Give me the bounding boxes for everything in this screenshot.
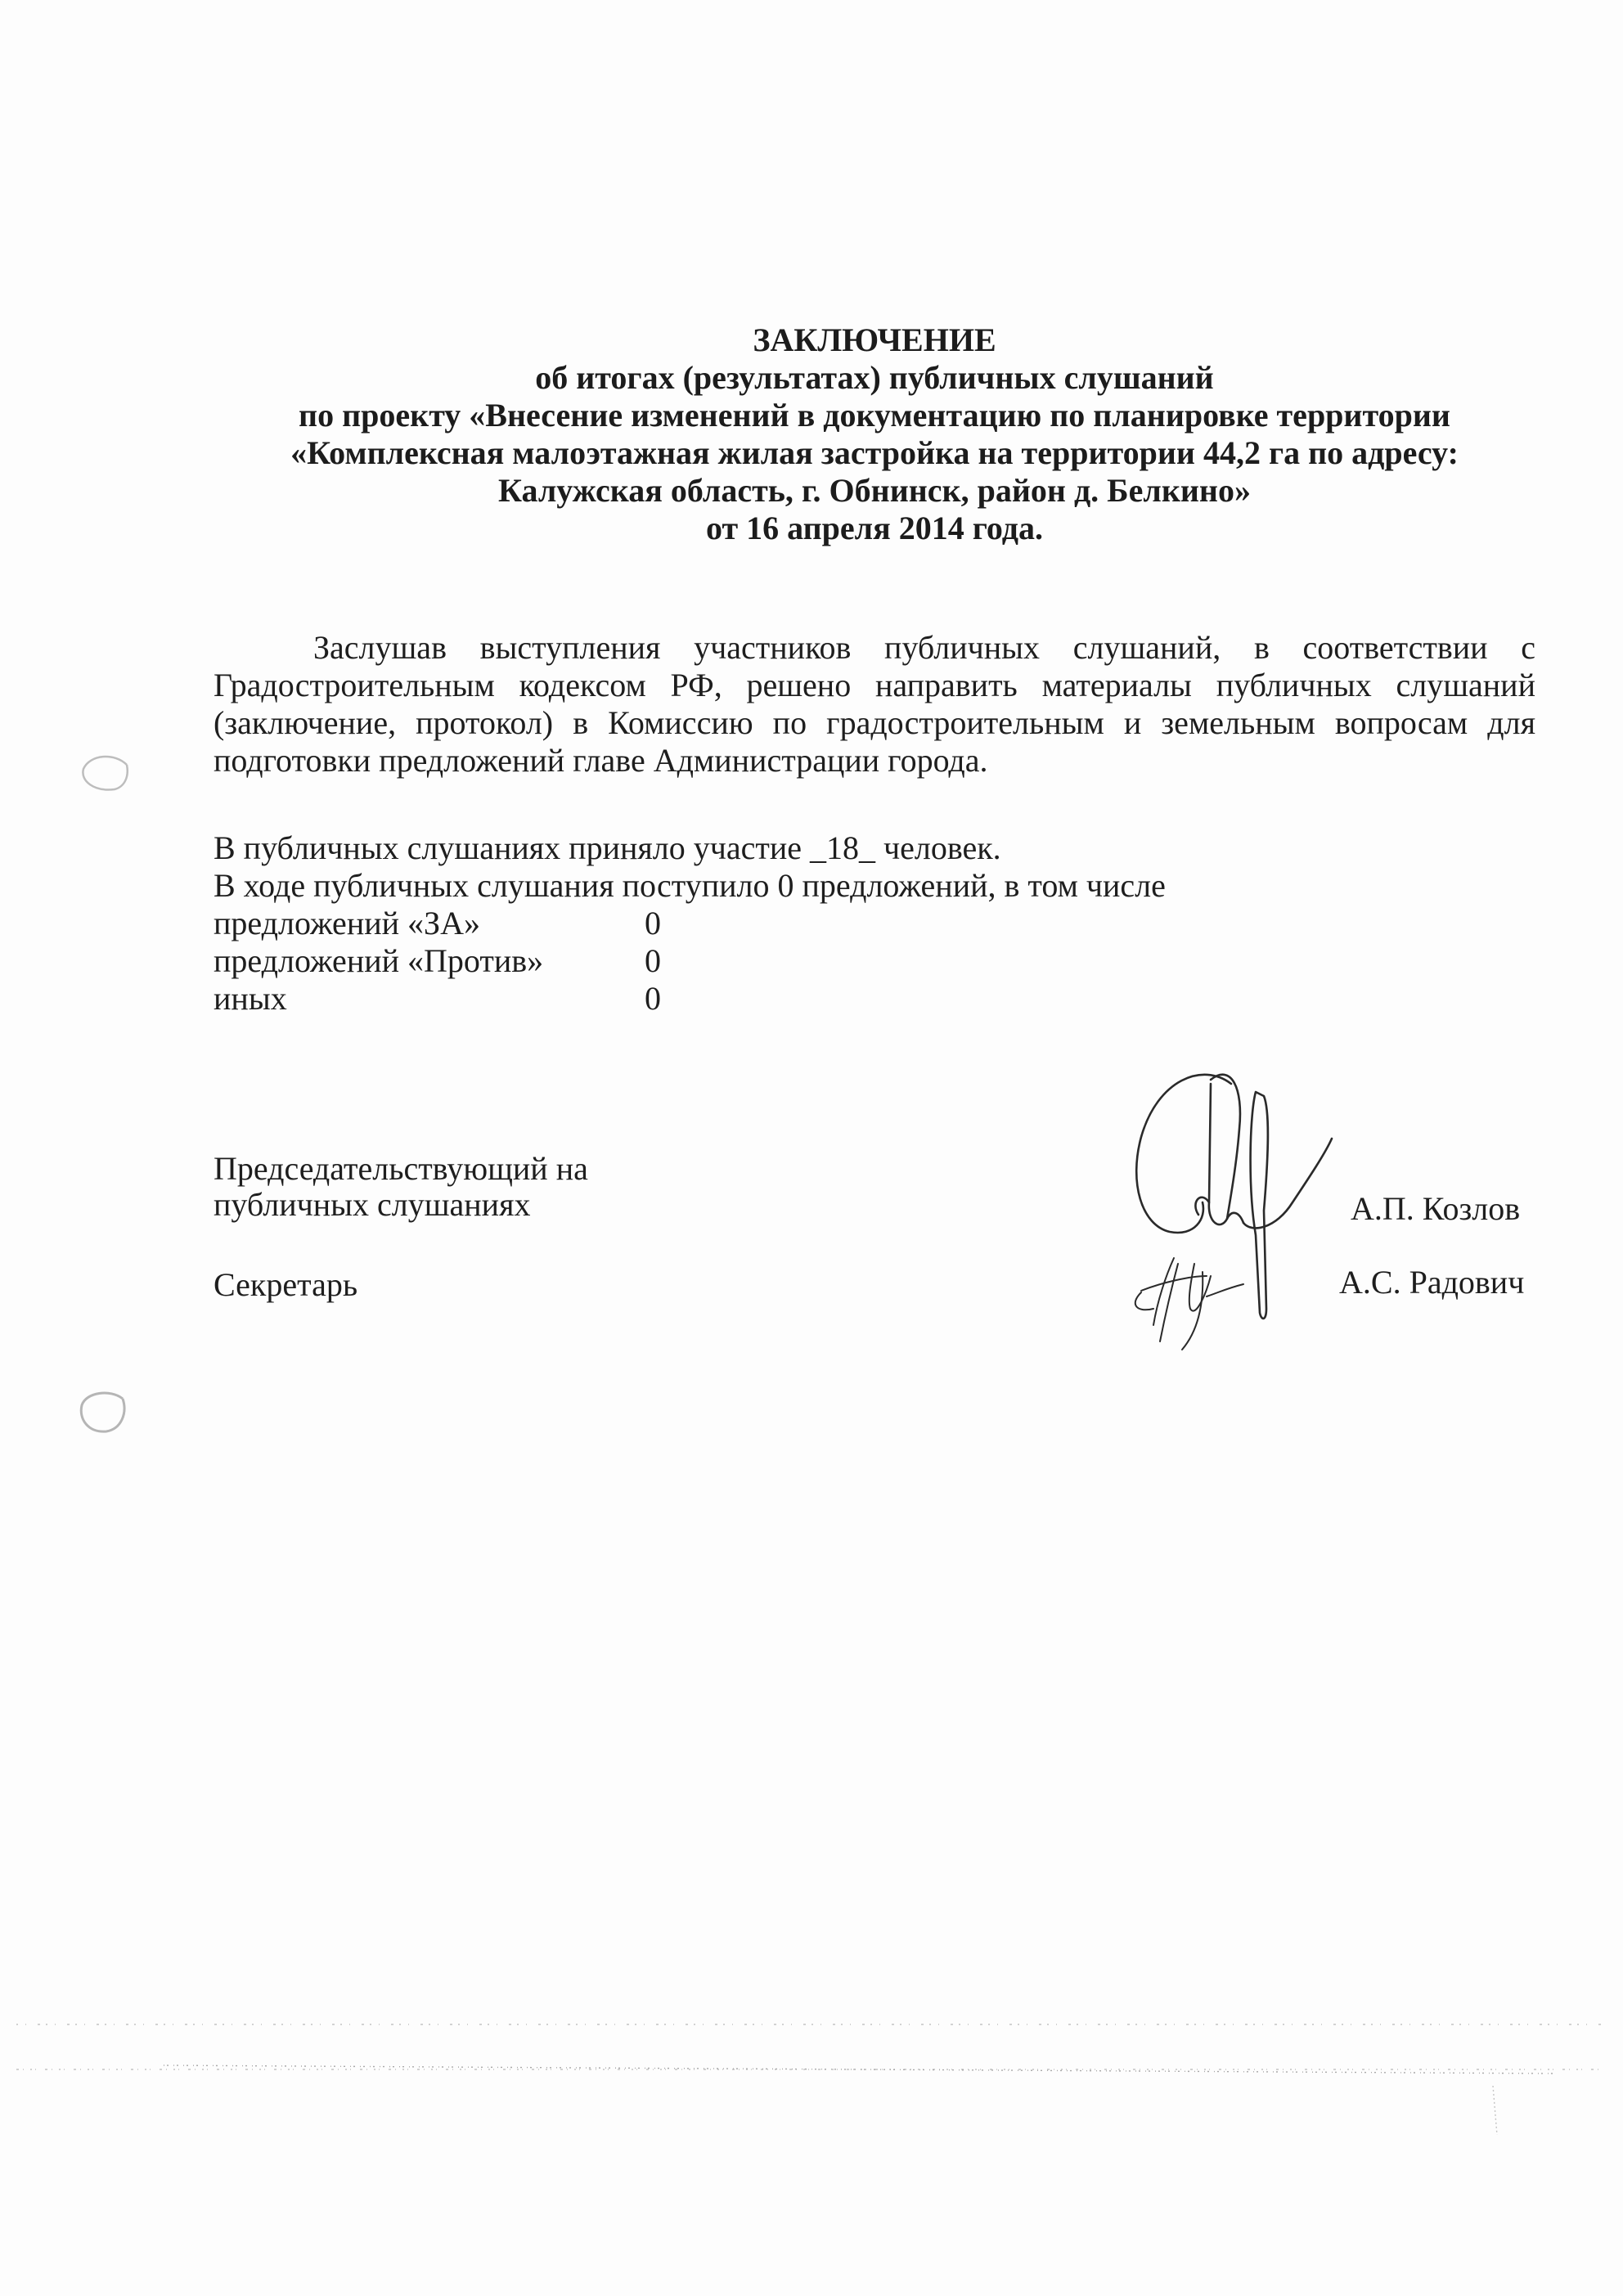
proposal-row-other xyxy=(214,980,1166,1018)
proposal-count: 0 xyxy=(645,905,661,941)
document-date: от 16 апреля 2014 года. xyxy=(706,510,1043,546)
bottom-scan-noise xyxy=(16,2024,1603,2135)
participants-line: В публичных слушаниях приняло участие _18_ человек. xyxy=(214,829,1001,866)
body-paragraph: Заслушав выступления участников публичных слушаний, в соответствии с Градостроительным кодексом РФ, решено направить материалы публичных слушаний (заключение, протокол) в Комиссию по градостроительным и земельным вопросам для подготовки предложений главе Администрации города. xyxy=(214,629,1535,779)
chair-signature xyxy=(1136,1075,1332,1319)
subtitle-line: Калужская область, г. Обнинск, район д. Белкино» xyxy=(498,472,1251,509)
proposal-label: иных xyxy=(214,980,287,1017)
proposal-count: 0 xyxy=(645,942,661,979)
proposal-row-for xyxy=(214,905,1166,942)
hearing-statistics xyxy=(214,829,1166,1018)
punch-hole-bottom xyxy=(81,1393,124,1431)
punch-hole-top xyxy=(83,757,127,789)
chair-label-line2: публичных слушаниях xyxy=(214,1186,531,1223)
proposal-count: 0 xyxy=(645,980,661,1017)
secretary-signature xyxy=(1135,1258,1243,1350)
document-heading xyxy=(214,321,1535,547)
proposal-label: предложений «Против» xyxy=(214,942,544,979)
subtitle-line: по проекту «Внесение изменений в документацию по планировке территории xyxy=(299,397,1450,434)
subtitle-line: «Комплексная малоэтажная жилая застройка на территории 44,2 га по адресу: xyxy=(290,434,1459,471)
secretary-label: Секретарь xyxy=(214,1266,358,1303)
secretary-name: А.С. Радович xyxy=(1339,1264,1525,1301)
subtitle-line: об итогах (результатах) публичных слушаний xyxy=(535,359,1214,396)
proposals-line: В ходе публичных слушания поступило 0 предложений, в том числе xyxy=(214,867,1166,904)
proposal-label: предложений «ЗА» xyxy=(214,905,480,941)
chair-label-line1: Председательствующий на xyxy=(214,1150,588,1187)
chair-name: А.П. Козлов xyxy=(1351,1190,1521,1227)
document-title: ЗАКЛЮЧЕНИЕ xyxy=(753,321,996,358)
proposal-row-against xyxy=(214,942,1166,980)
